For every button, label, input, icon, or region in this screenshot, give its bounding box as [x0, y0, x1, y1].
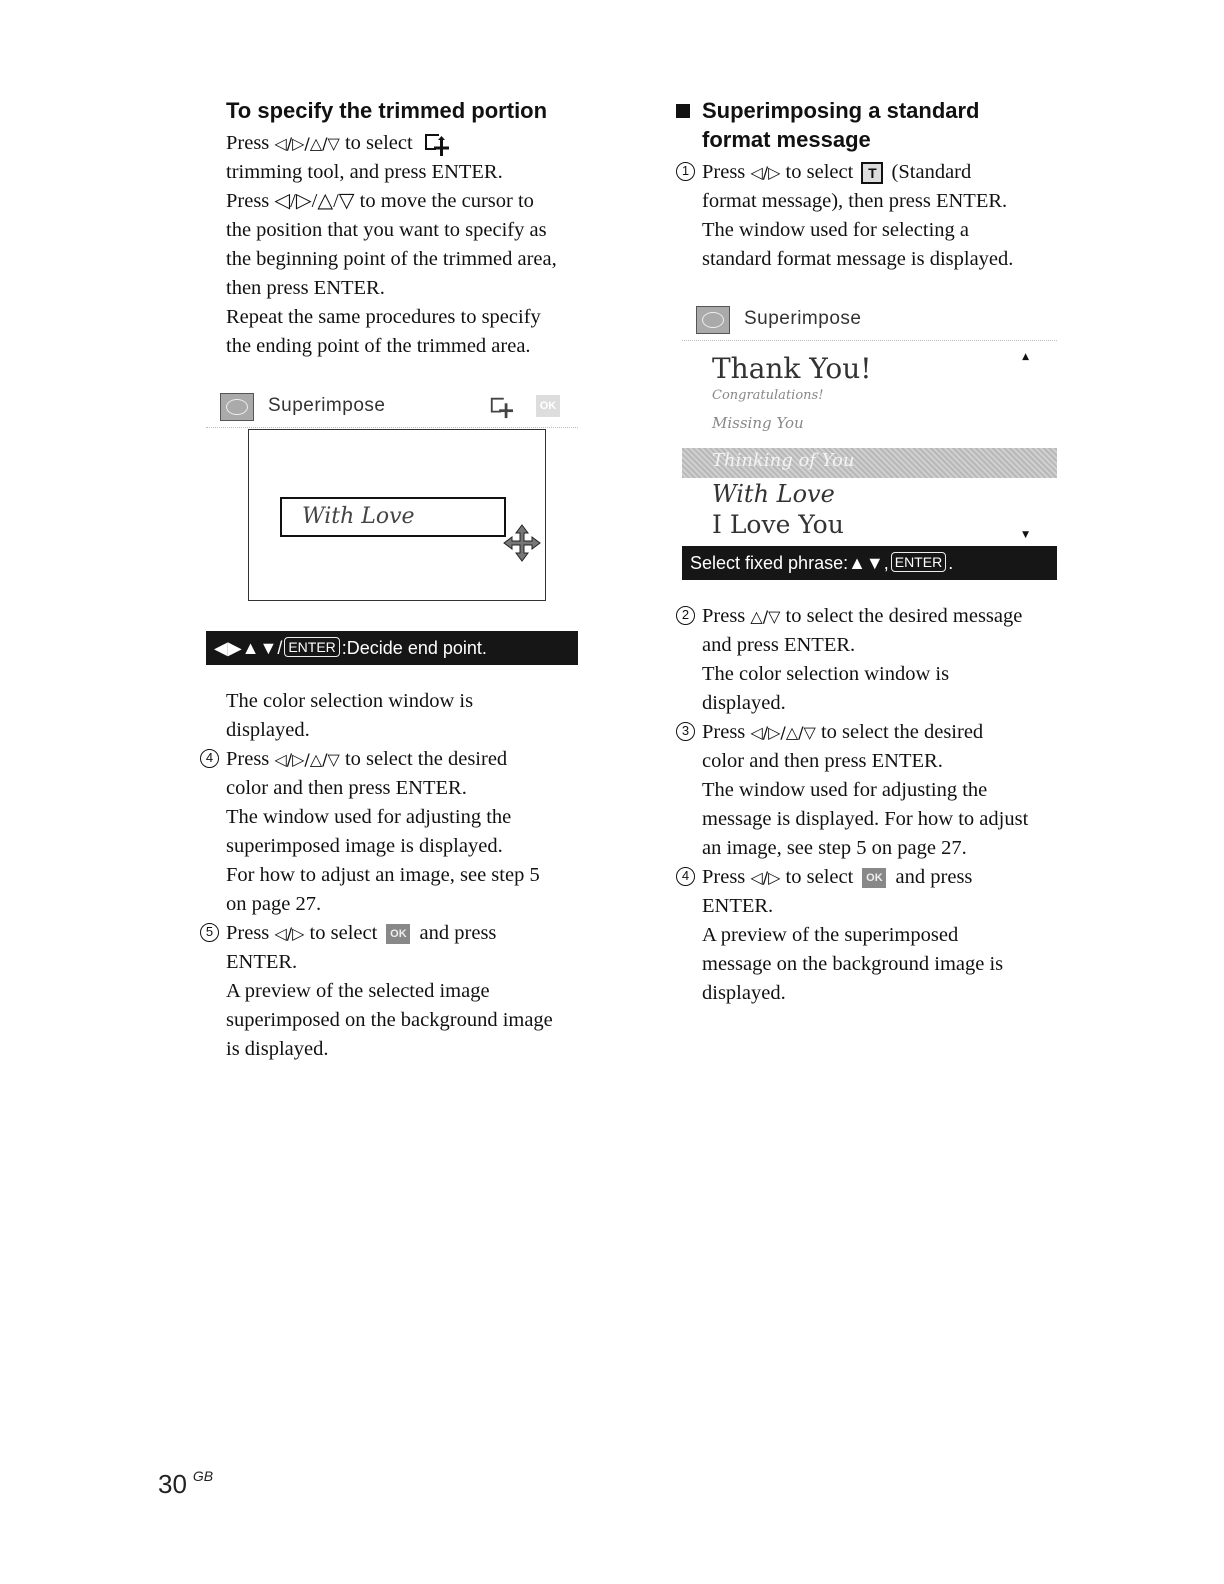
enter-key-icon: ENTER	[891, 552, 946, 572]
phrase-item: I Love You	[712, 510, 844, 539]
intro-line: trimming tool, and press ENTER.	[226, 161, 503, 183]
intro-text: to select	[339, 132, 418, 154]
arrow-keys-glyphs: ◁/▷/△/▽	[274, 134, 340, 153]
step-text: (Standard	[886, 161, 972, 183]
body-line: on page 27.	[226, 893, 322, 915]
phrase-item: With Love	[712, 480, 835, 508]
body-line: The color selection window is	[702, 663, 950, 685]
intro-line: Repeat the same procedures to specify	[226, 306, 541, 328]
body-line: color and then press ENTER.	[226, 777, 467, 799]
body-line: message on the background image is	[702, 953, 1004, 975]
scroll-down-icon: ▼	[1022, 530, 1029, 540]
step-text: Press	[702, 605, 751, 627]
body-line: is displayed.	[226, 1038, 329, 1060]
screen-titlebar	[682, 298, 1057, 341]
step-number-circle: 2	[676, 606, 695, 625]
enter-key-icon: ENTER	[284, 637, 339, 657]
trimming-tool-icon	[488, 395, 514, 419]
step-text: Press	[226, 748, 275, 770]
body-line: The window used for adjusting the	[702, 779, 988, 801]
step-text: to select	[780, 161, 859, 183]
status-bar	[682, 546, 1057, 580]
body-line: displayed.	[702, 982, 786, 1004]
heading-line: format message	[702, 127, 871, 152]
intro-line: the position that you want to specify as	[226, 219, 547, 241]
left-column	[200, 96, 590, 1064]
arrow-keys-glyphs: ◁/▷	[274, 924, 305, 943]
trim-selection-box: With Love	[280, 497, 506, 537]
superimpose-icon	[220, 393, 254, 421]
step-text: to select	[304, 922, 383, 944]
body-line: The window used for adjusting the	[226, 806, 512, 828]
status-text: Select fixed phrase:▲▼,	[690, 553, 889, 573]
step-1	[676, 158, 1066, 187]
ok-icon: OK	[862, 868, 886, 888]
body-line: and press ENTER.	[702, 634, 856, 656]
body-line: message is displayed. For how to adjust	[702, 808, 1029, 830]
step-number-circle: 3	[676, 722, 695, 741]
step-text: to select the desired message	[780, 605, 1023, 627]
step-text: Press	[702, 721, 751, 743]
screen-title: Superimpose	[744, 308, 862, 329]
phrase-item: Congratulations!	[712, 388, 824, 403]
superimpose-heading	[676, 96, 1066, 154]
step-text: Press	[702, 161, 751, 183]
status-text: :Decide end point.	[341, 638, 487, 658]
body-line: A preview of the selected image	[226, 980, 490, 1002]
step-number-circle: 4	[676, 867, 695, 886]
step-number-circle: 5	[200, 923, 219, 942]
move-cursor-icon	[502, 523, 542, 563]
intro-text: Press	[226, 132, 275, 154]
body-line: ENTER.	[226, 951, 298, 973]
intro-line: then press ENTER.	[226, 277, 385, 299]
ok-icon: OK	[386, 924, 410, 944]
intro-line: Press ◁/▷/△/▽ to move the cursor to	[226, 190, 534, 212]
body-line: The window used for selecting a	[702, 219, 969, 241]
step-4	[200, 745, 590, 774]
arrow-keys-glyphs: ◁/▷	[750, 163, 781, 182]
body-line: ENTER.	[702, 895, 774, 917]
step-text: to select	[780, 866, 859, 888]
body-line: For how to adjust an image, see step 5	[226, 864, 540, 886]
body-line: color and then press ENTER.	[702, 750, 943, 772]
ok-icon: OK	[536, 395, 560, 417]
arrow-keys-glyphs: △/▽	[750, 607, 781, 626]
body-line: The color selection window is	[226, 690, 474, 712]
standard-message-icon: T	[861, 162, 883, 184]
status-text: .	[948, 553, 954, 573]
step-text: and press	[414, 922, 497, 944]
step-2	[676, 602, 1066, 631]
step-number-circle: 1	[676, 162, 695, 181]
phrase-item: Thank You!	[712, 352, 872, 385]
phrase-item: Missing You	[712, 414, 804, 432]
step-number-circle: 4	[200, 749, 219, 768]
trim-screen-illustration	[206, 385, 578, 665]
intro-line	[200, 129, 590, 158]
step-4-right	[676, 863, 1066, 892]
body-line: superimposed image is displayed.	[226, 835, 503, 857]
step-text: to select the desired	[339, 748, 508, 770]
arrow-keys-glyphs: ◁/▷	[750, 868, 781, 887]
region-code: GB	[192, 1468, 214, 1484]
intro-line: the ending point of the trimmed area.	[226, 335, 531, 357]
step-text: Press	[226, 922, 275, 944]
superimpose-icon	[696, 306, 730, 334]
screen-titlebar	[206, 385, 578, 428]
step-3	[676, 718, 1066, 747]
page-number	[158, 1468, 213, 1500]
step-text: and press	[890, 866, 973, 888]
body-line: displayed.	[226, 719, 310, 741]
trimming-tool-icon	[422, 131, 450, 157]
body-line: an image, see step 5 on page 27.	[702, 837, 967, 859]
body-line: format message), then press ENTER.	[702, 190, 1008, 212]
heading-line: Superimposing a standard	[702, 98, 980, 123]
scroll-up-icon: ▲	[1022, 352, 1029, 362]
phrase-screen-illustration	[682, 298, 1057, 580]
body-line: A preview of the superimposed	[702, 924, 959, 946]
body-line: displayed.	[702, 692, 786, 714]
step-text: to select the desired	[815, 721, 984, 743]
status-bar	[206, 631, 578, 665]
status-arrows: ◀▶▲▼/	[214, 638, 283, 658]
arrow-keys-glyphs: ◁/▷/△/▽	[750, 723, 816, 742]
page-number-value: 30	[158, 1469, 187, 1499]
screen-title: Superimpose	[268, 395, 386, 416]
step-text: Press	[702, 866, 751, 888]
intro-line: the beginning point of the trimmed area,	[226, 248, 557, 270]
trim-heading: To specify the trimmed portion	[226, 98, 548, 123]
body-line: standard format message is displayed.	[702, 248, 1014, 270]
body-line: superimposed on the background image	[226, 1009, 553, 1031]
phrase-item-selected: Thinking of You	[712, 450, 855, 471]
arrow-keys-glyphs: ◁/▷/△/▽	[274, 750, 340, 769]
section-bullet-icon	[676, 104, 690, 118]
right-column	[676, 96, 1066, 1008]
step-5	[200, 919, 590, 948]
